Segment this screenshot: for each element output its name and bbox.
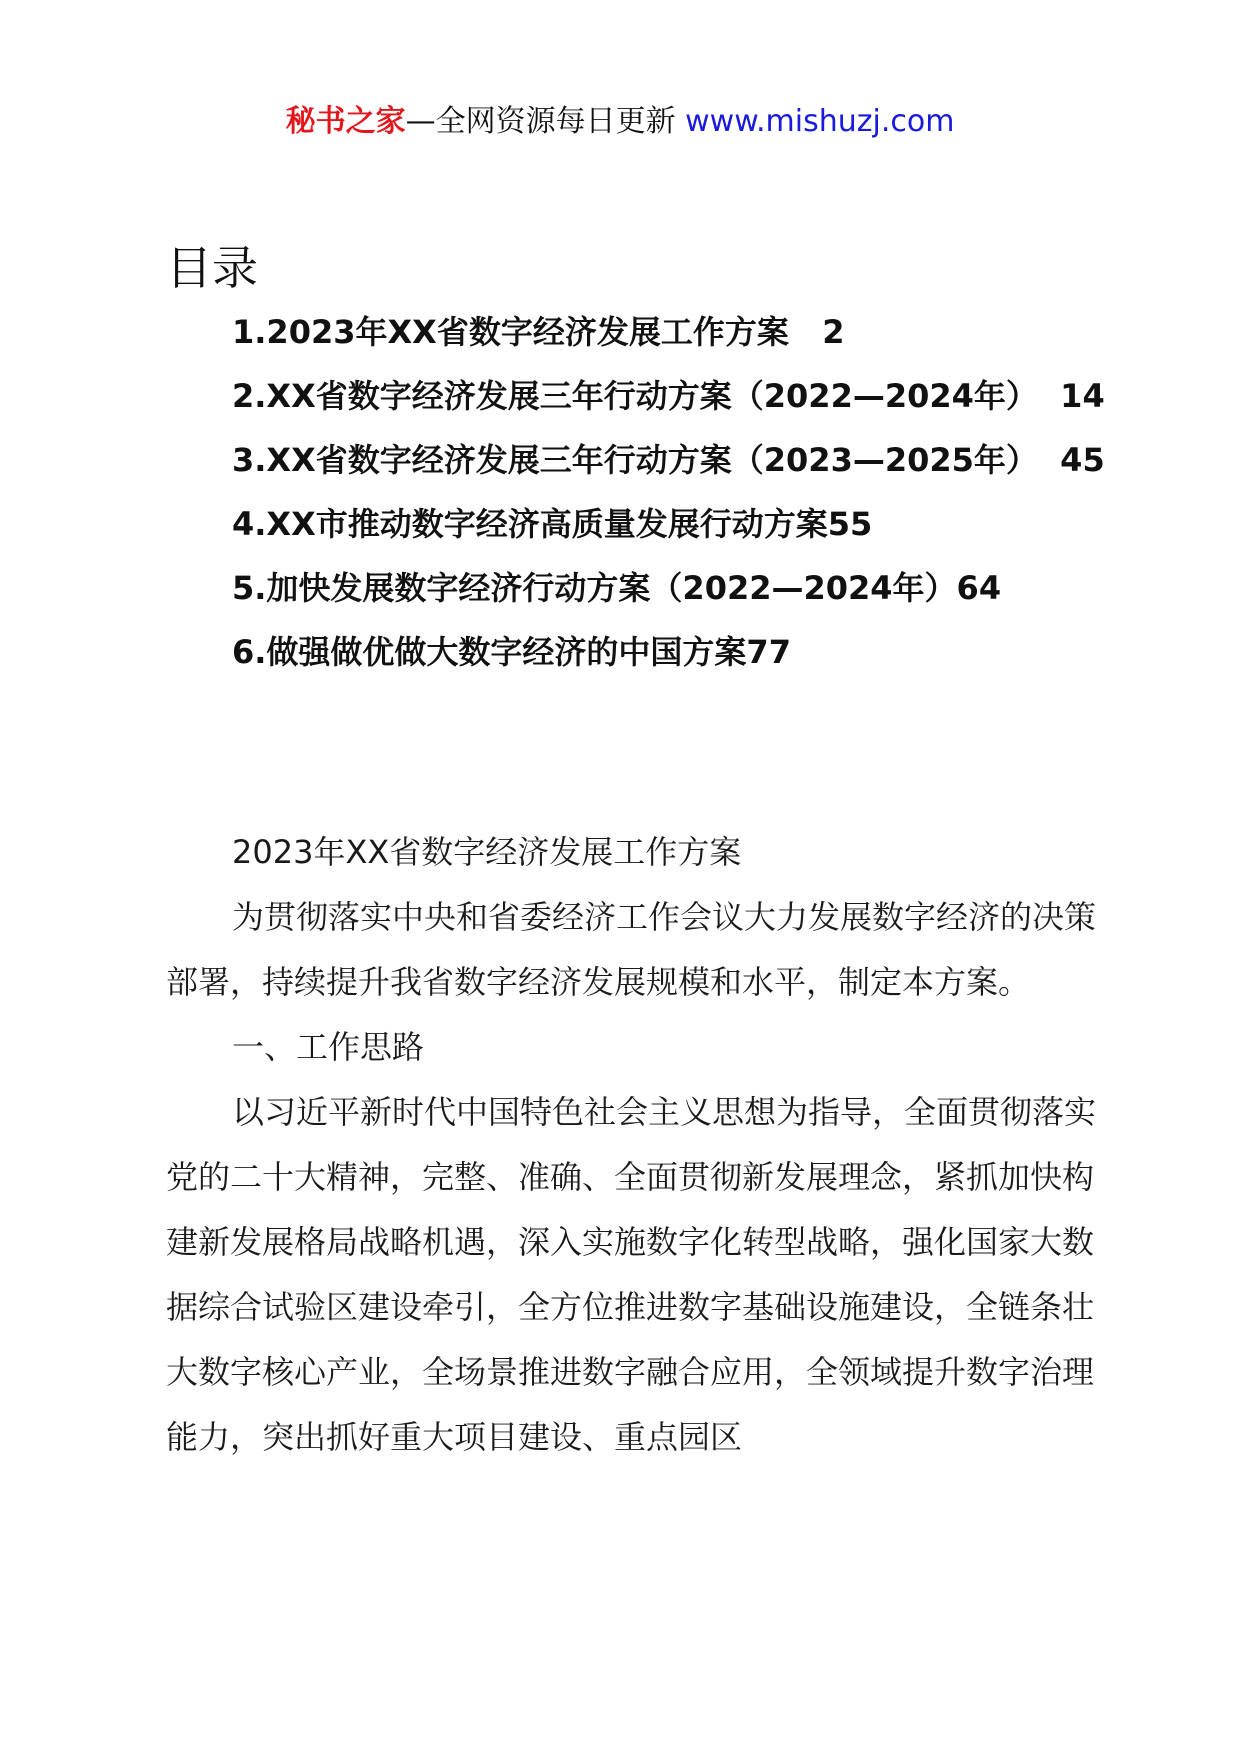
section-heading: 一、工作思路	[232, 1028, 425, 1066]
toc-entry-6[interactable]: 6.做强做优做大数字经济的中国方案77	[232, 633, 791, 671]
toc-entry-2[interactable]: 2.XX省数字经济发展三年行动方案（2022—2024年） 14	[232, 377, 1105, 415]
toc-entry-5[interactable]: 5.加快发展数字经济行动方案（2022—2024年）64	[232, 569, 1002, 607]
brand-name: 秘书之家	[285, 104, 406, 139]
intro-paragraph: 为贯彻落实中央和省委经济工作会议大力发展数字经济的决策部署，持续提升我省数字经济发展规模和水平，制定本方案。	[166, 898, 1097, 1001]
table-of-contents	[166, 300, 1126, 684]
toc-entry-3[interactable]: 3.XX省数字经济发展三年行动方案（2023—2025年） 45	[232, 441, 1105, 479]
toc-entry-4[interactable]: 4.XX市推动数字经济高质量发展行动方案55	[232, 505, 873, 543]
document-title: 2023年XX省数字经济发展工作方案	[232, 833, 742, 871]
toc-title: 目录	[166, 241, 258, 295]
site-header	[0, 100, 1240, 144]
header-tagline: —全网资源每日更新	[405, 104, 676, 139]
section-paragraph: 以习近平新时代中国特色社会主义思想为指导，全面贯彻落实党的二十大精神，完整、准确、全面贯彻新发展理念，紧抓加快构建新发展格局战略机遇，深入实施数字化转型战略，强化国家大数据综合试验区建设牵引，全方位推进数字基础设施建设，全链条壮大数字核心产业，全场景推进数字融合应用，全领域提升数字治理能力，突出抓好重大项目建设、重点园区	[166, 1093, 1097, 1456]
toc-entry-1[interactable]: 1.2023年XX省数字经济发展工作方案 2	[232, 313, 845, 351]
document-body	[166, 820, 1116, 1470]
site-url-link[interactable]: www.mishuzj.com	[685, 104, 955, 139]
